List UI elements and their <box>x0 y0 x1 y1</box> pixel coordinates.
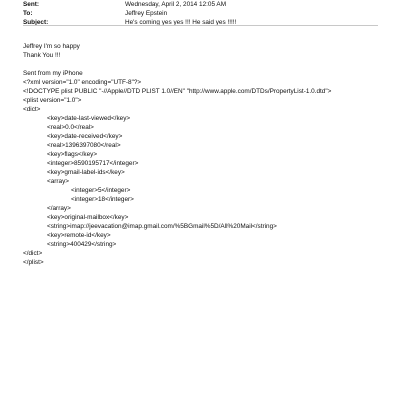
signature-line: Sent from my iPhone <box>23 70 83 77</box>
plist-line: <integer>8590195717</integer> <box>47 160 139 167</box>
plist-line: <key>original-mailbox</key> <box>47 214 129 221</box>
plist-line: <key>date-last-viewed</key> <box>47 115 131 122</box>
plist-block <box>23 78 383 267</box>
plist-line: </plist> <box>23 259 44 266</box>
plist-line: <real>0.0</real> <box>47 124 94 131</box>
plist-line: <dict> <box>23 106 41 113</box>
plist-line: <integer>5</integer> <box>71 187 131 194</box>
plist-line: <key>gmail-label-ids</key> <box>47 169 125 176</box>
plist-line: <plist version="1.0"> <box>23 97 82 104</box>
to-row <box>23 9 383 18</box>
message-line-2: Thank You !!! <box>23 52 61 59</box>
plist-line: </array> <box>47 205 71 212</box>
blank-line <box>23 60 383 69</box>
plist-line: <array> <box>47 178 70 185</box>
sent-value: Wednesday, April 2, 2014 12:05 AM <box>125 1 227 8</box>
plist-line: <key>date-received</key> <box>47 133 123 140</box>
subject-value: He's coming yes yes !!! He said yes !!!!! <box>125 19 237 26</box>
to-label: To: <box>23 10 33 17</box>
plist-line: <key>flags</key> <box>47 151 98 158</box>
plist-line: <string>400429</string> <box>47 241 117 248</box>
message-body <box>23 42 383 78</box>
to-value: Jeffrey Epstein <box>125 10 168 17</box>
plist-line: <!DOCTYPE plist PUBLIC "-//Apple//DTD PLIST 1.0//EN" "http://www.apple.com/DTDs/PropertyList-1.0.dtd"> <box>23 88 332 95</box>
header-divider <box>23 25 378 26</box>
email-header <box>23 0 383 27</box>
sent-row <box>23 0 383 9</box>
plist-line: <string>imap://jeevacation@imap.gmail.com/%5BGmail%5D/All%20Mail</string> <box>47 223 277 230</box>
plist-line: <integer>18</integer> <box>71 196 134 203</box>
plist-line: </dict> <box>23 250 43 257</box>
plist-line: <real>1396397080</real> <box>47 142 121 149</box>
plist-line: <?xml version="1.0" encoding="UTF-8"?> <box>23 79 142 86</box>
message-line-1: Jeffrey I'm so happy <box>23 43 80 50</box>
plist-line: <key>remote-id</key> <box>47 232 111 239</box>
sent-label: Sent: <box>23 1 39 8</box>
subject-label: Subject: <box>23 19 49 26</box>
